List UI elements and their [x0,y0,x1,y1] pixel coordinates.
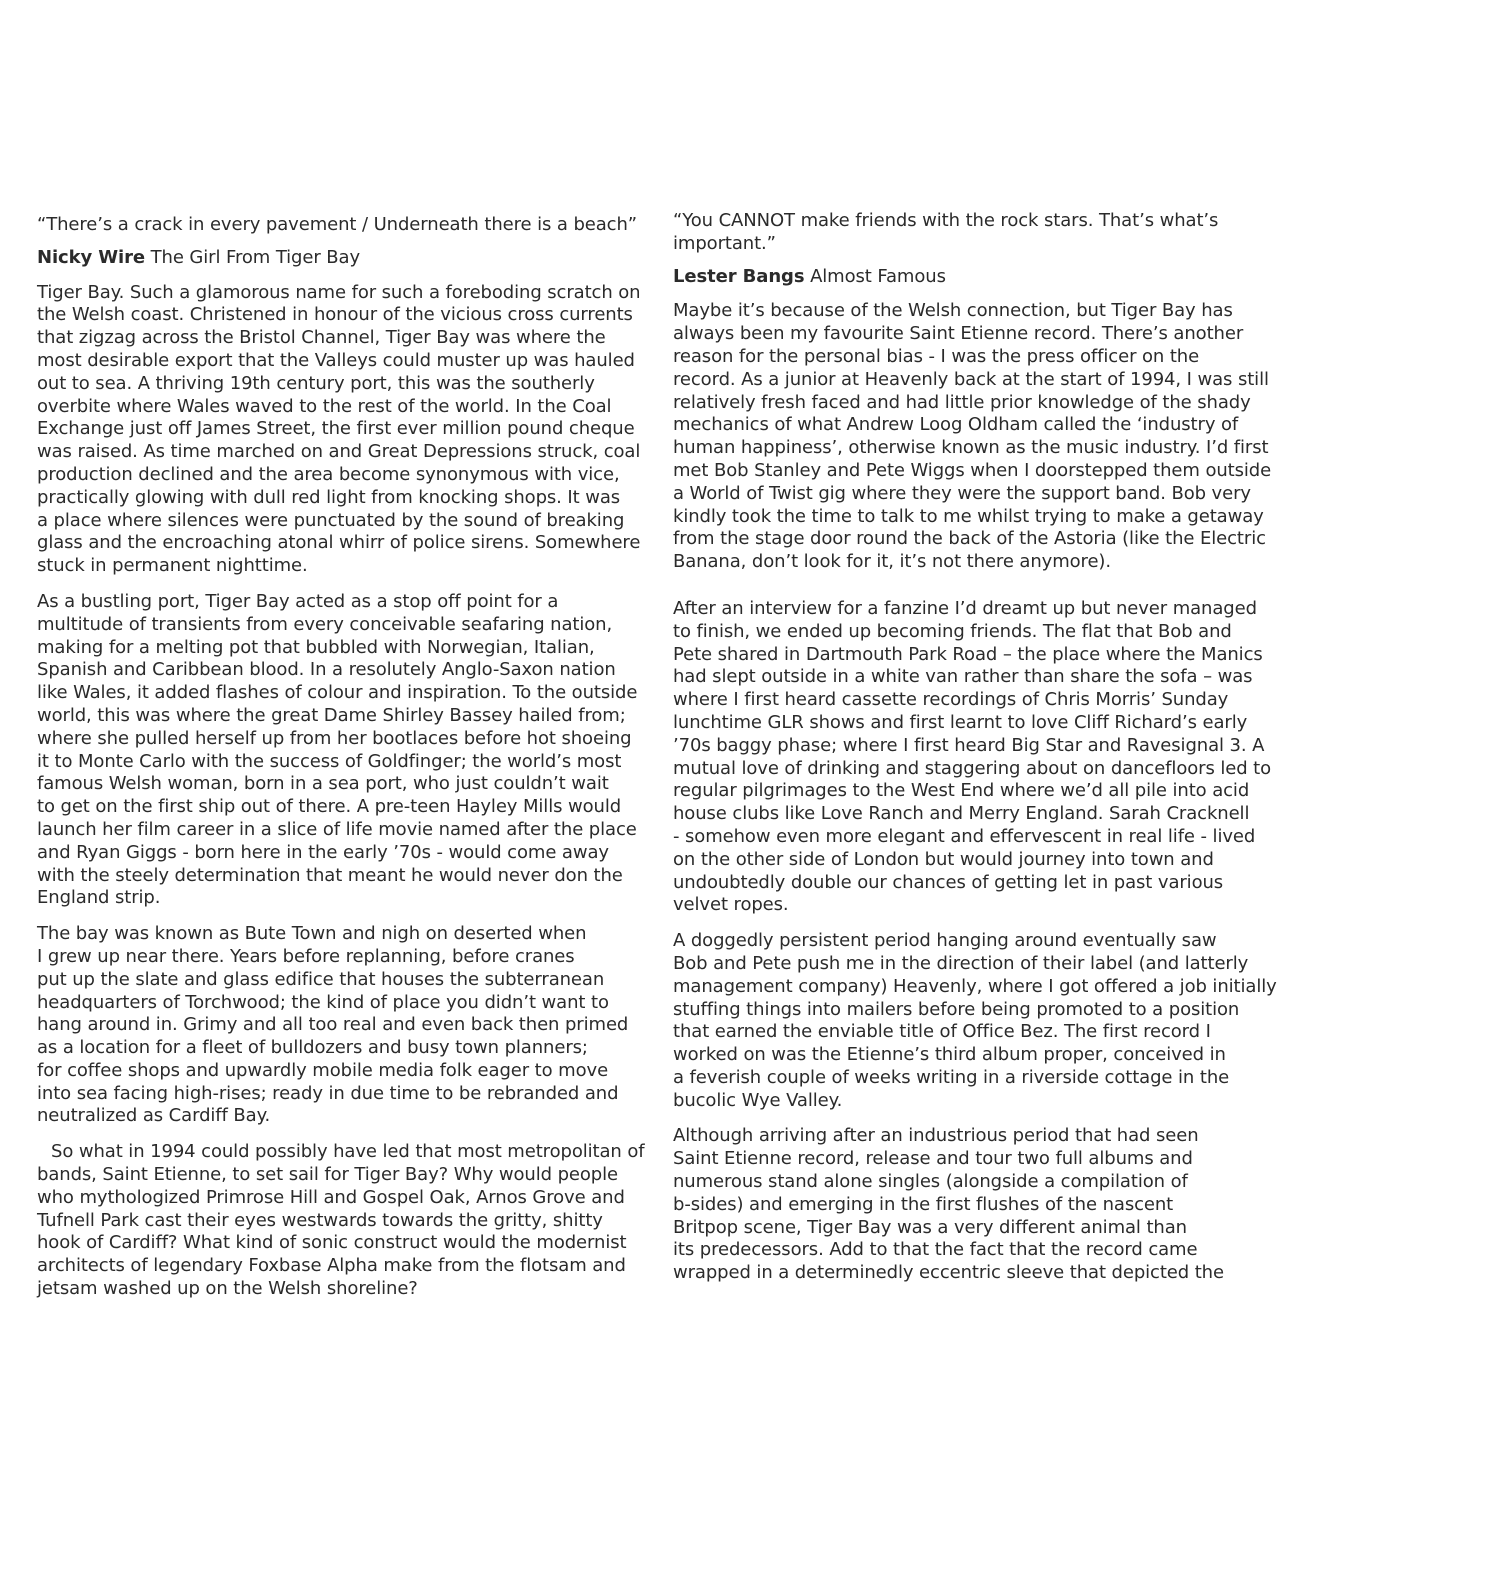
paragraph-line: The bay was known as Bute Town and nigh on deserted when [37,923,587,945]
body-paragraph [37,591,649,910]
attribution-name: Nicky Wire [37,246,145,268]
paragraph-line: management company) Heavenly, where I got offered a job initially [673,975,1277,997]
epigraph-line: important.” [673,232,776,254]
paragraph-line: wrapped in a determinedly eccentric sleeve that depicted the [673,1262,1224,1284]
paragraph-line: Spanish and Caribbean blood. In a resolutely Anglo-Saxon nation [37,659,616,681]
right-body [673,300,1285,1285]
paragraph-line: from the stage door round the back of the Astoria (like the Electric [673,528,1266,550]
left-body [37,282,649,1301]
paragraph-line: worked on was the Etienne’s third album proper, conceived in [673,1044,1226,1066]
paragraph-line: Exchange just off James Street, the first ever million pound cheque [37,418,635,440]
paragraph-line: into sea facing high-rises; ready in due time to be rebranded and [37,1082,619,1104]
paragraph-line: who mythologized Primrose Hill and Gospel Oak, Arnos Grove and [37,1186,625,1208]
left-attribution [37,247,649,270]
paragraph-line: it to Monte Carlo with the success of Goldfinger; the world’s most [37,750,622,772]
paragraph-line: glass and the encroaching atonal whirr of police sirens. Somewhere [37,532,641,554]
paragraph-line: out to sea. A thriving 19th century port, this was the southerly [37,372,595,394]
paragraph-line: After an interview for a fanzine I’d dreamt up but never managed [673,597,1257,619]
attribution-source: The Girl From Tiger Bay [150,246,361,268]
paragraph-line: like Wales, it added flashes of colour and inspiration. To the outside [37,682,638,704]
paragraph-line: was raised. As time marched on and Great Depressions struck, coal [37,441,641,463]
paragraph-line: with the steely determination that meant he would never don the [37,864,623,886]
paragraph-line: on the other side of London but would journey into town and [673,848,1214,870]
paragraph-line: neutralized as Cardiff Bay. [37,1105,271,1127]
body-paragraph [673,930,1285,1112]
paragraph-line: human happiness’, otherwise known as the music industry. I’d first [673,437,1269,459]
paragraph-line: stuffing things into mailers before being promoted to a position [673,998,1240,1020]
paragraph-line: Tiger Bay. Such a glamorous name for such a foreboding scratch on [37,281,641,303]
paragraph-line: its predecessors. Add to that the fact that the record came [673,1239,1198,1261]
paragraph-line: ’70s baggy phase; where I first heard Big Star and Ravesignal 3. A [673,734,1265,756]
paragraph-line: regular pilgrimages to the West End where we’d all pile into acid [673,780,1250,802]
paragraph-line: - somehow even more elegant and effervescent in real life - lived [673,825,1256,847]
paragraph-line: the Welsh coast. Christened in honour of the vicious cross currents [37,304,633,326]
paragraph-line: relatively fresh faced and had little prior knowledge of the shady [673,391,1251,413]
paragraph-line: making for a melting pot that bubbled with Norwegian, Italian, [37,636,595,658]
paragraph-line: So what in 1994 could possibly have led that most metropolitan of [51,1141,645,1163]
paragraph-line: bucolic Wye Valley. [673,1089,843,1111]
right-column [673,210,1285,1298]
paragraph-line: As a bustling port, Tiger Bay acted as a stop off point for a [37,590,559,612]
paragraph-line: and Ryan Giggs - born here in the early ’70s - would come away [37,841,609,863]
paragraph-line: launch her film career in a slice of life movie named after the place [37,818,637,840]
paragraph-line: a place where silences were punctuated by the sound of breaking [37,509,625,531]
paragraph-line: b-sides) and emerging in the first flushes of the nascent [673,1193,1174,1215]
paragraph-line: production declined and the area become synonymous with vice, [37,463,620,485]
paragraph-line: Banana, don’t look for it, it’s not there anymore). [673,551,1111,573]
paragraph-line: stuck in permanent nighttime. [37,555,308,577]
body-paragraph [37,923,649,1128]
paragraph-line: reason for the personal bias - I was the press officer on the [673,345,1200,367]
paragraph-line: hook of Cardiff? What kind of sonic construct would the modernist [37,1232,627,1254]
paragraph-line: I grew up near there. Years before replanning, before cranes [37,945,575,967]
left-column [37,214,649,1314]
body-paragraph [37,282,649,578]
paragraph-line: undoubtedly double our chances of getting let in past various [673,871,1224,893]
paragraph-line: to get on the first ship out of there. A pre-teen Hayley Mills would [37,796,622,818]
paragraph-line: Maybe it’s because of the Welsh connection, but Tiger Bay has [673,300,1233,322]
right-attribution [673,266,1285,289]
paragraph-line: where I first heard cassette recordings of Chris Morris’ Sunday [673,689,1229,711]
paragraph-line: always been my favourite Saint Etienne record. There’s another [673,323,1244,345]
paragraph-line: Saint Etienne record, release and tour two full albums and [673,1148,1193,1170]
attribution-name: Lester Bangs [673,265,805,287]
paragraph-line: jetsam washed up on the Welsh shoreline? [37,1278,418,1300]
paragraph-line: Britpop scene, Tiger Bay was a very different animal than [673,1216,1187,1238]
paragraph-line: multitude of transients from every conceivable seafaring nation, [37,613,613,635]
paragraph-line: world, this was where the great Dame Shirley Bassey hailed from; [37,704,626,726]
paragraph-line: mechanics of what Andrew Loog Oldham called the ‘industry of [673,414,1239,436]
paragraph-line: hang around in. Grimy and all too real and even back then primed [37,1014,629,1036]
paragraph-line: bands, Saint Etienne, to set sail for Tiger Bay? Why would people [37,1164,618,1186]
paragraph-line: for coffee shops and upwardly mobile media folk eager to move [37,1059,609,1081]
paragraph-line: that earned the enviable title of Office Bez. The first record I [673,1021,1211,1043]
paragraph-line: house clubs like Love Ranch and Merry England. Sarah Cracknell [673,803,1250,825]
paragraph-line: Bob and Pete push me in the direction of their label (and latterly [673,952,1249,974]
paragraph-line: kindly took the time to talk to me whilst trying to make a getaway [673,505,1264,527]
paragraph-line: record. As a junior at Heavenly back at the start of 1994, I was still [673,368,1269,390]
left-epigraph [37,214,649,237]
paragraph-line: met Bob Stanley and Pete Wiggs when I doorstepped them outside [673,459,1272,481]
paragraph-line: as a location for a fleet of bulldozers and busy town planners; [37,1037,588,1059]
paragraph-line: A doggedly persistent period hanging around eventually saw [673,930,1217,952]
paragraph-line: numerous stand alone singles (alongside a compilation of [673,1171,1188,1193]
paragraph-line: Tufnell Park cast their eyes westwards towards the gritty, shitty [37,1209,603,1231]
paragraph-line: architects of legendary Foxbase Alpha make from the flotsam and [37,1255,626,1277]
attribution-source: Almost Famous [810,265,946,287]
paragraph-line: headquarters of Torchwood; the kind of place you didn’t want to [37,991,609,1013]
body-paragraph [673,300,1285,574]
paragraph-line: most desirable export that the Valleys could muster up was hauled [37,349,635,371]
paragraph-line: Although arriving after an industrious period that had seen [673,1125,1199,1147]
paragraph-line: famous Welsh woman, born in a sea port, who just couldn’t wait [37,773,609,795]
paragraph-line: put up the slate and glass edifice that houses the subterranean [37,968,605,990]
paragraph-line: England strip. [37,887,161,909]
paragraph-line: where she pulled herself up from her bootlaces before hot shoeing [37,727,632,749]
body-paragraph [37,1141,649,1301]
right-epigraph [673,210,1285,256]
paragraph-line: practically glowing with dull red light from knocking shops. It was [37,486,621,508]
paragraph-line: mutual love of drinking and staggering about on dancefloors led to [673,757,1272,779]
paragraph-line: lunchtime GLR shows and first learnt to love Cliff Richard’s early [673,711,1248,733]
paragraph-line: had slept outside in a white van rather than share the sofa – was [673,666,1253,688]
paragraph-line: overbite where Wales waved to the rest of the world. In the Coal [37,395,612,417]
paragraph-line: that zigzag across the Bristol Channel, Tiger Bay was where the [37,327,606,349]
body-paragraph [673,598,1285,917]
body-paragraph [673,1125,1285,1285]
paragraph-line: a feverish couple of weeks writing in a riverside cottage in the [673,1066,1230,1088]
paragraph-line: velvet ropes. [673,894,789,916]
epigraph-line: “You CANNOT make friends with the rock stars. That’s what’s [673,210,1219,231]
paragraph-line: Pete shared in Dartmouth Park Road – the place where the Manics [673,643,1263,665]
paragraph-line: a World of Twist gig where they were the support band. Bob very [673,482,1251,504]
epigraph-text: “There’s a crack in every pavement / Underneath there is a beach” [37,214,638,235]
paragraph-line: to finish, we ended up becoming friends. The flat that Bob and [673,620,1232,642]
